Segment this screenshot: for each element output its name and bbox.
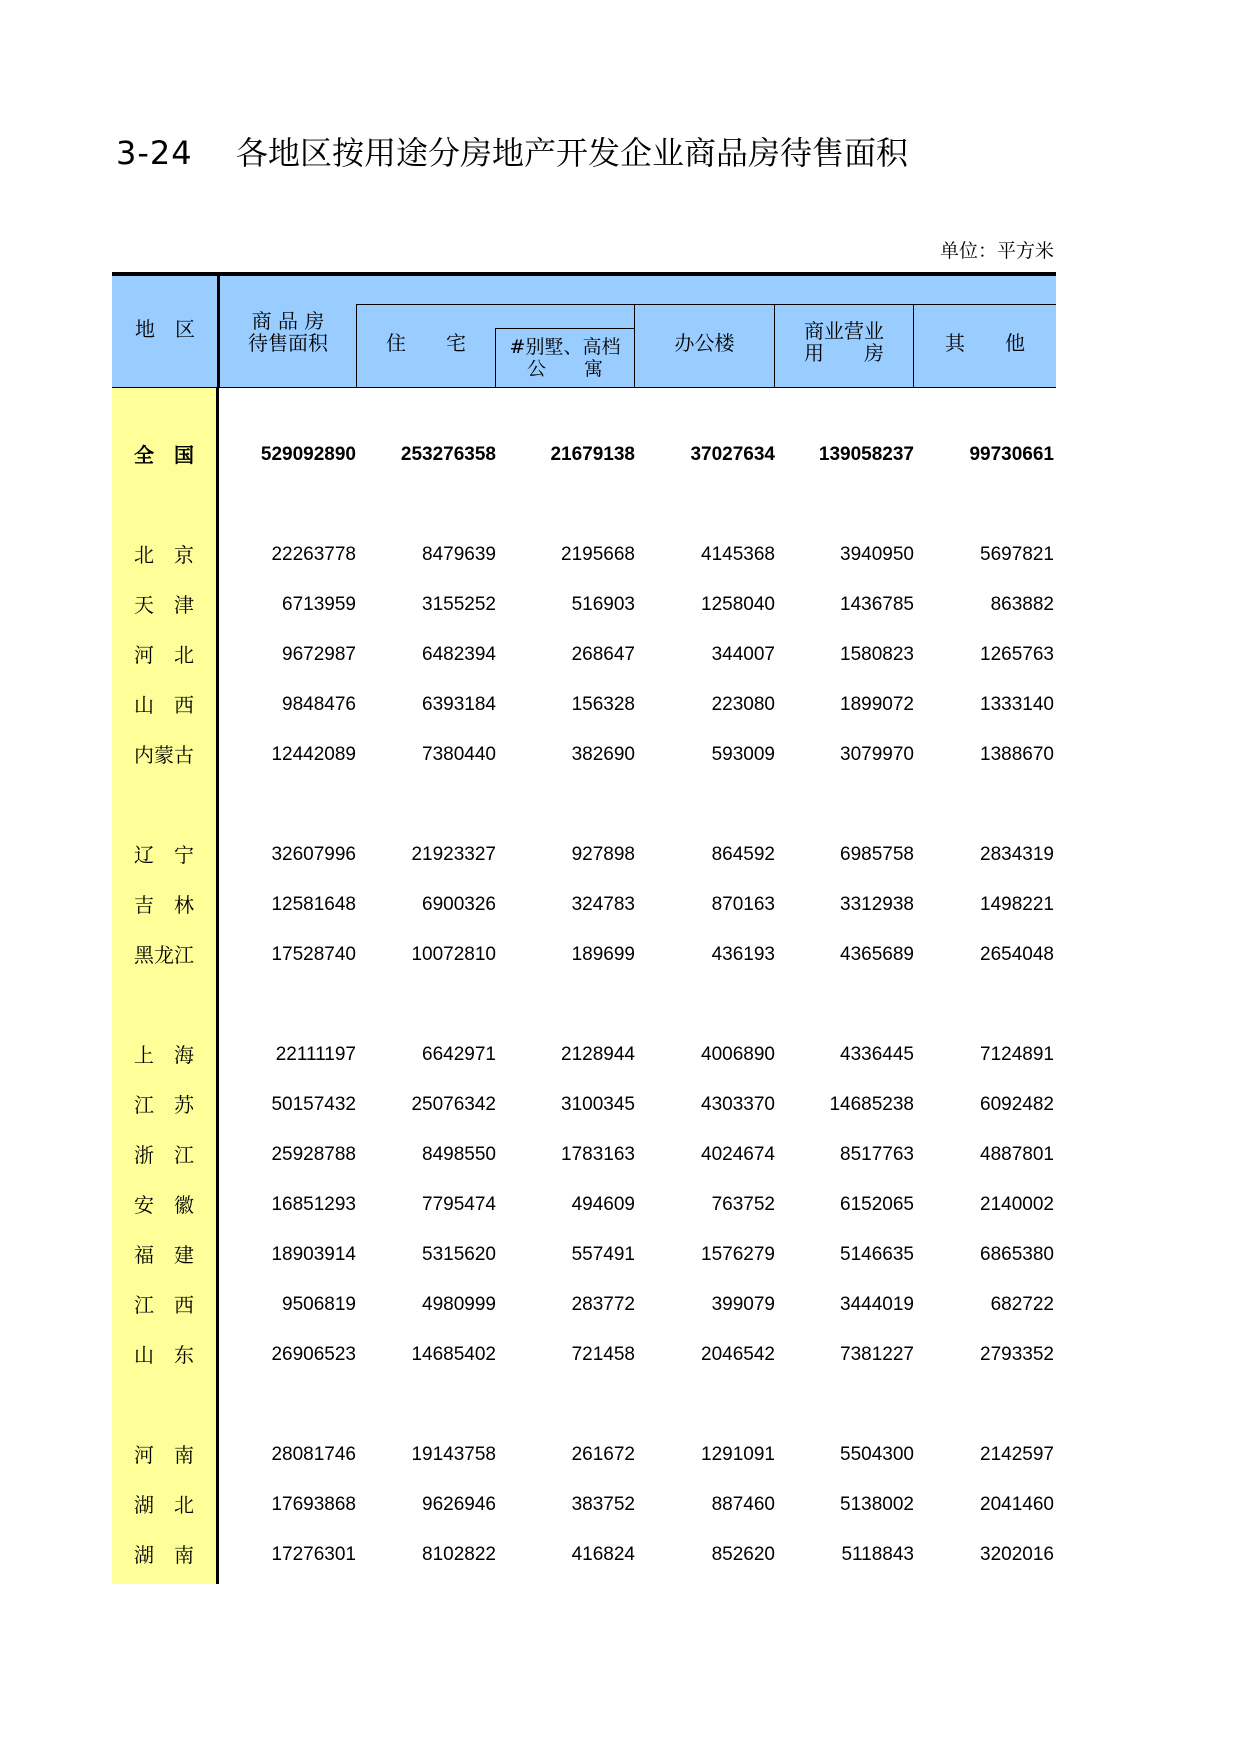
cell-total: 50157432 <box>271 1094 356 1115</box>
cell-office: 344007 <box>711 644 775 665</box>
cell-commercial: 3940950 <box>840 544 914 565</box>
cell-office: 887460 <box>711 1494 775 1515</box>
cell-commercial: 1436785 <box>840 594 914 615</box>
table-row <box>112 1480 1056 1530</box>
table-row <box>112 1430 1056 1480</box>
cell-commercial: 8517763 <box>840 1144 914 1165</box>
table-row <box>112 1330 1056 1380</box>
cell-villa: 268647 <box>571 644 635 665</box>
cell-office: 399079 <box>711 1294 775 1315</box>
cell-total: 17528740 <box>271 944 356 965</box>
cell-villa: 283772 <box>571 1294 635 1315</box>
cell-villa: 927898 <box>571 844 635 865</box>
cell-villa: 156328 <box>571 694 635 715</box>
cell-commercial: 3312938 <box>840 894 914 915</box>
row-region: 安 徽 <box>134 1193 194 1217</box>
cell-commercial: 4336445 <box>840 1044 914 1065</box>
cell-villa: 382690 <box>571 744 635 765</box>
table-row <box>112 530 1056 580</box>
cell-residential: 6482394 <box>422 644 496 665</box>
cell-villa: 383752 <box>571 1494 635 1515</box>
row-region: 河 北 <box>134 643 194 667</box>
cell-residential: 6900326 <box>422 894 496 915</box>
cell-office: 1258040 <box>701 594 775 615</box>
page-title <box>116 128 908 172</box>
cell-office: 223080 <box>711 694 775 715</box>
cell-villa: 416824 <box>571 1544 635 1565</box>
cell-other: 2654048 <box>980 944 1054 965</box>
cell-other: 6092482 <box>980 1094 1054 1115</box>
cell-office: 864592 <box>711 844 775 865</box>
cell-total: 12442089 <box>271 744 356 765</box>
cell-villa: 494609 <box>571 1194 635 1215</box>
cell-other: 7124891 <box>980 1044 1054 1065</box>
row-region: 江 苏 <box>134 1093 194 1117</box>
header-villa-line2: 公 寓 <box>526 358 603 380</box>
row-region: 福 建 <box>134 1243 194 1267</box>
cell-other: 99730661 <box>969 444 1054 465</box>
cell-other: 2041460 <box>980 1494 1054 1515</box>
table-row <box>112 1230 1056 1280</box>
cell-residential: 7795474 <box>422 1194 496 1215</box>
row-region: 天 津 <box>134 593 194 617</box>
cell-other: 5697821 <box>980 544 1054 565</box>
header-total-line2: 待售面积 <box>248 331 328 355</box>
table-row <box>112 830 1056 880</box>
table-header <box>112 272 1056 388</box>
cell-other: 2140002 <box>980 1194 1054 1215</box>
cell-other: 1265763 <box>980 644 1054 665</box>
row-region: 黑龙江 <box>134 943 194 967</box>
cell-residential: 253276358 <box>400 444 496 465</box>
cell-other: 682722 <box>990 1294 1054 1315</box>
cell-residential: 8102822 <box>422 1544 496 1565</box>
cell-commercial: 3079970 <box>840 744 914 765</box>
cell-total: 22263778 <box>271 544 356 565</box>
cell-villa: 2128944 <box>561 1044 635 1065</box>
cell-other: 1333140 <box>980 694 1054 715</box>
row-region: 江 西 <box>134 1293 194 1317</box>
cell-other: 2142597 <box>980 1444 1054 1465</box>
cell-office: 4303370 <box>701 1094 775 1115</box>
cell-other: 3202016 <box>980 1544 1054 1565</box>
cell-residential: 5315620 <box>422 1244 496 1265</box>
row-region: 河 南 <box>134 1443 194 1467</box>
cell-commercial: 3444019 <box>840 1294 914 1315</box>
cell-office: 1576279 <box>701 1244 775 1265</box>
cell-total: 16851293 <box>271 1194 356 1215</box>
cell-office: 436193 <box>711 944 775 965</box>
cell-villa: 261672 <box>571 1444 635 1465</box>
cell-residential: 3155252 <box>422 594 496 615</box>
row-region: 湖 北 <box>134 1493 194 1517</box>
cell-villa: 1783163 <box>561 1144 635 1165</box>
table-row <box>112 1030 1056 1080</box>
cell-residential: 8479639 <box>422 544 496 565</box>
cell-total: 25928788 <box>271 1144 356 1165</box>
cell-residential: 10072810 <box>411 944 496 965</box>
row-region: 辽 宁 <box>134 843 194 867</box>
cell-total: 22111197 <box>275 1044 356 1065</box>
cell-commercial: 6985758 <box>840 844 914 865</box>
table-row <box>112 930 1056 980</box>
cell-villa: 557491 <box>571 1244 635 1265</box>
cell-commercial: 139058237 <box>818 444 914 465</box>
cell-total: 26906523 <box>271 1344 356 1365</box>
cell-other: 6865380 <box>980 1244 1054 1265</box>
header-office: 办公楼 <box>674 331 735 355</box>
table-row <box>112 1080 1056 1130</box>
row-region: 吉 林 <box>134 893 194 917</box>
cell-office: 1291091 <box>701 1444 775 1465</box>
row-region: 浙 江 <box>134 1143 194 1167</box>
cell-residential: 14685402 <box>411 1344 496 1365</box>
table-row <box>112 1180 1056 1230</box>
cell-residential: 19143758 <box>411 1444 496 1465</box>
cell-residential: 4980999 <box>422 1294 496 1315</box>
table-row <box>112 1280 1056 1330</box>
cell-villa: 189699 <box>571 944 635 965</box>
cell-commercial: 5118843 <box>841 1544 914 1565</box>
table-row-total <box>112 430 1056 480</box>
header-commercial-line2: 用 房 <box>804 341 884 365</box>
cell-total: 17276301 <box>271 1544 356 1565</box>
cell-commercial: 7381227 <box>840 1344 914 1365</box>
row-region: 上 海 <box>134 1043 194 1067</box>
table-row <box>112 1130 1056 1180</box>
table-row <box>112 580 1056 630</box>
cell-villa: 3100345 <box>561 1094 635 1115</box>
cell-office: 2046542 <box>701 1344 775 1365</box>
cell-residential: 9626946 <box>422 1494 496 1515</box>
cell-commercial: 5504300 <box>840 1444 914 1465</box>
cell-commercial: 1580823 <box>840 644 914 665</box>
cell-villa: 21679138 <box>550 444 635 465</box>
cell-commercial: 6152065 <box>840 1194 914 1215</box>
cell-office: 37027634 <box>690 444 775 465</box>
cell-residential: 7380440 <box>422 744 496 765</box>
table-title: 各地区按用途分房地产开发企业商品房待售面积 <box>236 134 909 172</box>
cell-total: 529092890 <box>260 444 356 465</box>
unit-label: 单位：平方米 <box>939 240 1054 262</box>
cell-total: 9672987 <box>282 644 356 665</box>
header-villa-line1: #别墅、高档 <box>509 336 621 358</box>
table-number: 3-24 <box>116 134 193 172</box>
data-table <box>112 272 1056 1584</box>
row-region: 内蒙古 <box>134 743 194 767</box>
cell-office: 593009 <box>711 744 775 765</box>
table-body <box>112 388 1056 1584</box>
cell-commercial: 14685238 <box>829 1094 914 1115</box>
cell-commercial: 4365689 <box>840 944 914 965</box>
cell-other: 2834319 <box>980 844 1054 865</box>
cell-commercial: 5138002 <box>840 1494 914 1515</box>
cell-villa: 516903 <box>571 594 635 615</box>
row-region: 湖 南 <box>134 1543 194 1567</box>
cell-villa: 721458 <box>571 1344 635 1365</box>
cell-commercial: 5146635 <box>840 1244 914 1265</box>
cell-total: 6713959 <box>282 594 356 615</box>
header-residential: 住 宅 <box>386 331 466 355</box>
table-row <box>112 880 1056 930</box>
cell-total: 28081746 <box>271 1444 356 1465</box>
row-region: 全 国 <box>134 443 194 467</box>
cell-residential: 6642971 <box>422 1044 496 1065</box>
header-region: 地 区 <box>135 317 195 341</box>
cell-residential: 25076342 <box>411 1094 496 1115</box>
header-total-line1: 商 品 房 <box>251 309 325 333</box>
table-row <box>112 630 1056 680</box>
cell-other: 1498221 <box>980 894 1054 915</box>
cell-total: 18903914 <box>271 1244 356 1265</box>
cell-total: 32607996 <box>271 844 356 865</box>
row-region: 山 西 <box>134 693 194 717</box>
table-row <box>112 680 1056 730</box>
cell-total: 12581648 <box>271 894 356 915</box>
table-row <box>112 1530 1056 1580</box>
cell-total: 9506819 <box>282 1294 356 1315</box>
cell-other: 863882 <box>990 594 1054 615</box>
cell-office: 4006890 <box>701 1044 775 1065</box>
cell-residential: 6393184 <box>422 694 496 715</box>
cell-other: 4887801 <box>980 1144 1054 1165</box>
cell-residential: 8498550 <box>422 1144 496 1165</box>
cell-office: 4145368 <box>701 544 775 565</box>
cell-villa: 2195668 <box>561 544 635 565</box>
cell-residential: 21923327 <box>411 844 496 865</box>
cell-office: 4024674 <box>701 1144 775 1165</box>
header-other: 其 他 <box>945 331 1025 355</box>
cell-office: 852620 <box>711 1544 775 1565</box>
cell-villa: 324783 <box>571 894 635 915</box>
cell-other: 1388670 <box>980 744 1054 765</box>
cell-other: 2793352 <box>980 1344 1054 1365</box>
cell-total: 9848476 <box>282 694 356 715</box>
cell-office: 763752 <box>711 1194 775 1215</box>
cell-office: 870163 <box>711 894 775 915</box>
header-commercial-line1: 商业营业 <box>804 319 884 343</box>
row-region: 北 京 <box>134 543 194 567</box>
row-region: 山 东 <box>134 1343 194 1367</box>
table-row <box>112 730 1056 780</box>
cell-commercial: 1899072 <box>840 694 914 715</box>
cell-total: 17693868 <box>271 1494 356 1515</box>
